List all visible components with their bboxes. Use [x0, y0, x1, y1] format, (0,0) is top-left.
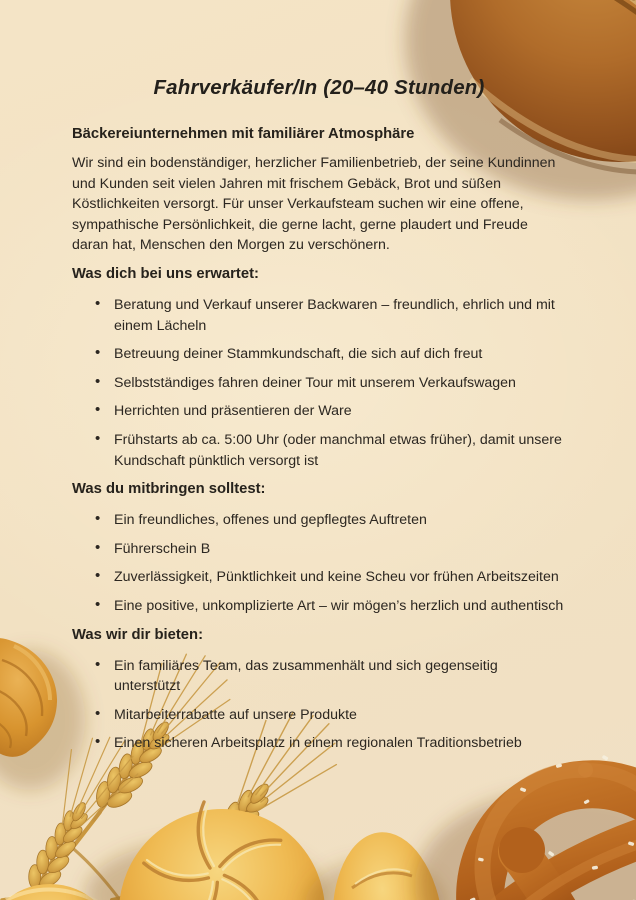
- bullet-item: • Betreuung deiner Stammkundschaft, die sich auf dich freut: [72, 344, 566, 365]
- intro-paragraph: Wir sind ein bodenständiger, herzlicher Familienbetrieb, der seine Kundinnen und Kunden seit vielen Jahren mit frischem Gebäck, Brot und süßen Köstlichkeiten versorgt. Für unser Verkaufsteam suchen wir eine offene, sympathische Persönlichkeit, die gerne lacht, gerne plaudert und Freude daran hat, Menschen den Morgen zu verschönern.: [72, 155, 556, 254]
- bullet-item: • Einen sicheren Arbeitsplatz in einem regionalen Traditionsbetrieb: [72, 733, 566, 754]
- bullet-item: • Zuverlässigkeit, Pünktlichkeit und keine Scheu vor frühen Arbeitszeiten: [72, 567, 566, 588]
- bullet-item: • Herrichten und präsentieren der Ware: [72, 401, 566, 422]
- bullet-list-mitbringen: [72, 510, 566, 616]
- bullet-item: • Mitarbeiterrabatte auf unsere Produkte: [72, 705, 566, 726]
- bullet-item: • Ein freundliches, offenes und gepflegtes Auftreten: [72, 510, 566, 531]
- bullet-item: • Ein familiäres Team, das zusammenhält und sich gegenseitig unterstützt: [72, 656, 566, 697]
- bullet-item: • Beratung und Verkauf unserer Backwaren – freundlich, ehrlich und mit einem Lächeln: [72, 295, 566, 336]
- bullet-item: • Führerschein B: [72, 539, 566, 560]
- page-title: Fahrverkäufer/In (20–40 Stunden): [153, 76, 485, 99]
- section-heading-mitbringen: Was du mitbringen solltest:: [72, 481, 266, 498]
- section-heading-erwartet: Was dich bei uns erwartet:: [72, 265, 259, 282]
- section-heading-bieten: Was wir dir bieten:: [72, 626, 203, 643]
- job-ad-content: [72, 0, 566, 762]
- bullet-item: • Eine positive, unkomplizierte Art – wir mögen’s herzlich und authentisch: [72, 596, 566, 617]
- bullet-list-bieten: [72, 656, 566, 754]
- bullet-item: • Selbstständiges fahren deiner Tour mit unserem Verkaufswagen: [72, 373, 566, 394]
- bullet-item: • Frühstarts ab ca. 5:00 Uhr (oder manchmal etwas früher), damit unsere Kundschaft pünktlich versorgt ist: [72, 430, 566, 471]
- bullet-list-erwartet: [72, 295, 566, 471]
- intro-heading: Bäckereiunternehmen mit familiärer Atmosphäre: [72, 126, 415, 142]
- pretzel-image: [415, 755, 636, 900]
- kaiser-roll-image: [85, 802, 325, 900]
